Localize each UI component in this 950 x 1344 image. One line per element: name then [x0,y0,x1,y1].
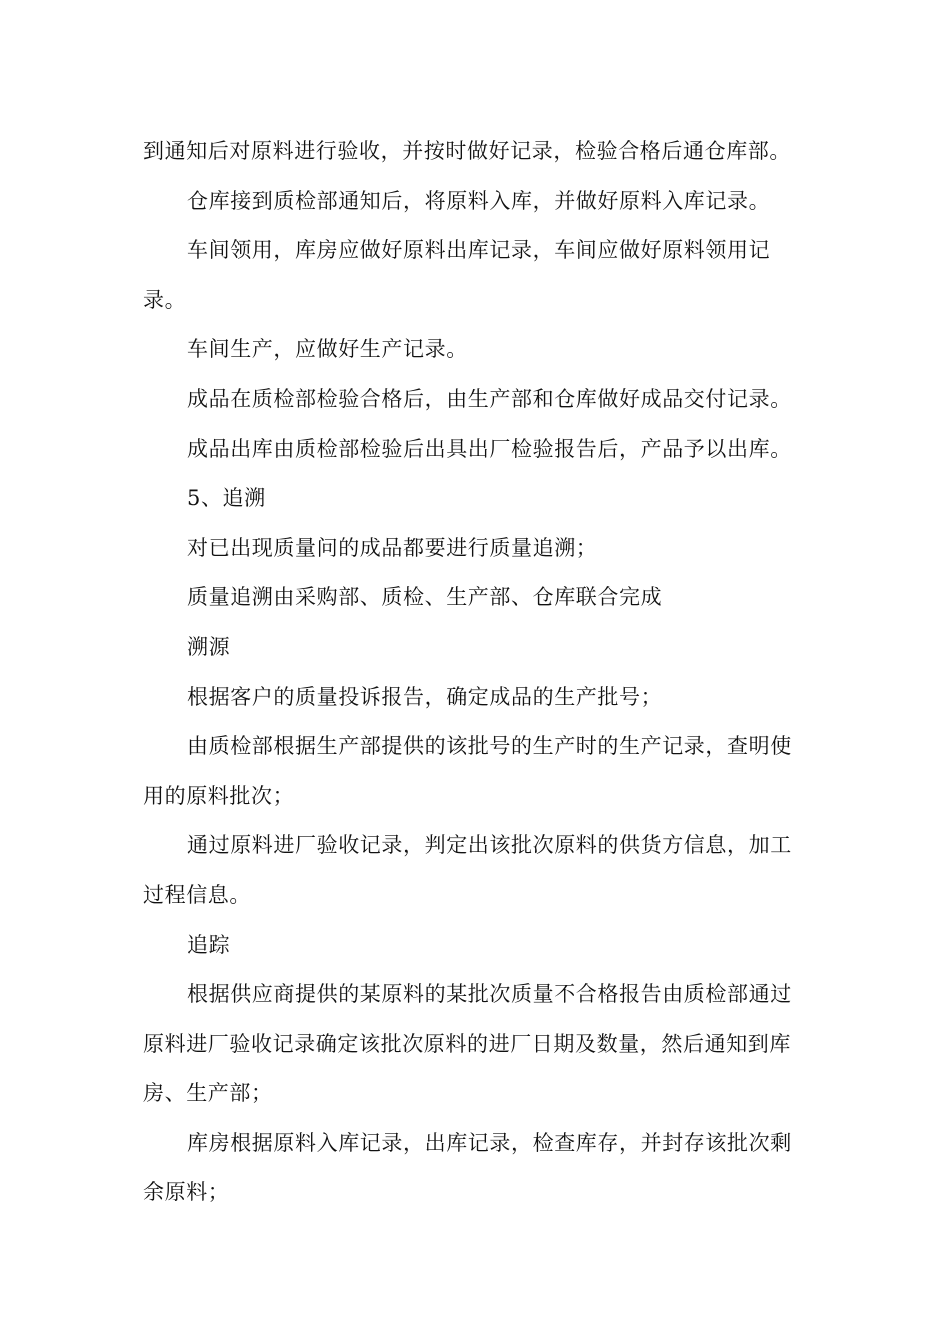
paragraph: 成品在质检部检验合格后，由生产部和仓库做好成品交付记录。 [187,386,792,411]
paragraph: 根据客户的质量投诉报告，确定成品的生产批号； [187,684,663,709]
paragraph: 车间生产，应做好生产记录。 [187,337,468,362]
paragraph: 通过原料进厂验收记录，判定出该批次原料的供货方信息，加工过程信息。 [143,833,792,907]
paragraph: 仓库接到质检部通知后，将原料入库，并做好原料入库记录。 [187,188,771,213]
paragraph: 质量追溯由采购部、质检、生产部、仓库联合完成 [187,585,663,610]
subsection-heading: 溯源 [187,634,231,659]
paragraph: 根据供应商提供的某原料的某批次质量不合格报告由质检部通过原料进厂验收记录确定该批次原料的进厂日期及数量，然后通知到库房、生产部； [143,982,792,1106]
document-body [143,127,807,1218]
paragraph: 成品出库由质检部检验后出具出厂检验报告后，产品予以出库。 [187,436,792,461]
subsection-heading: 追踪 [187,932,231,957]
paragraph: 车间领用，库房应做好原料出库记录，车间应做好原料领用记录。 [143,238,771,312]
paragraph: 到通知后对原料进行验收，并按时做好记录，检验合格后通仓库部。 [143,139,791,163]
paragraph: 库房根据原料入库记录，出库记录，检查库存，并封存该批次剩余原料； [143,1130,792,1205]
paragraph: 由质检部根据生产部提供的该批号的生产时的生产记录，查明使用的原料批次； [143,734,792,808]
paragraph: 对已出现质量问的成品都要进行质量追溯； [187,535,598,560]
section-heading: 5、追溯 [187,486,266,511]
